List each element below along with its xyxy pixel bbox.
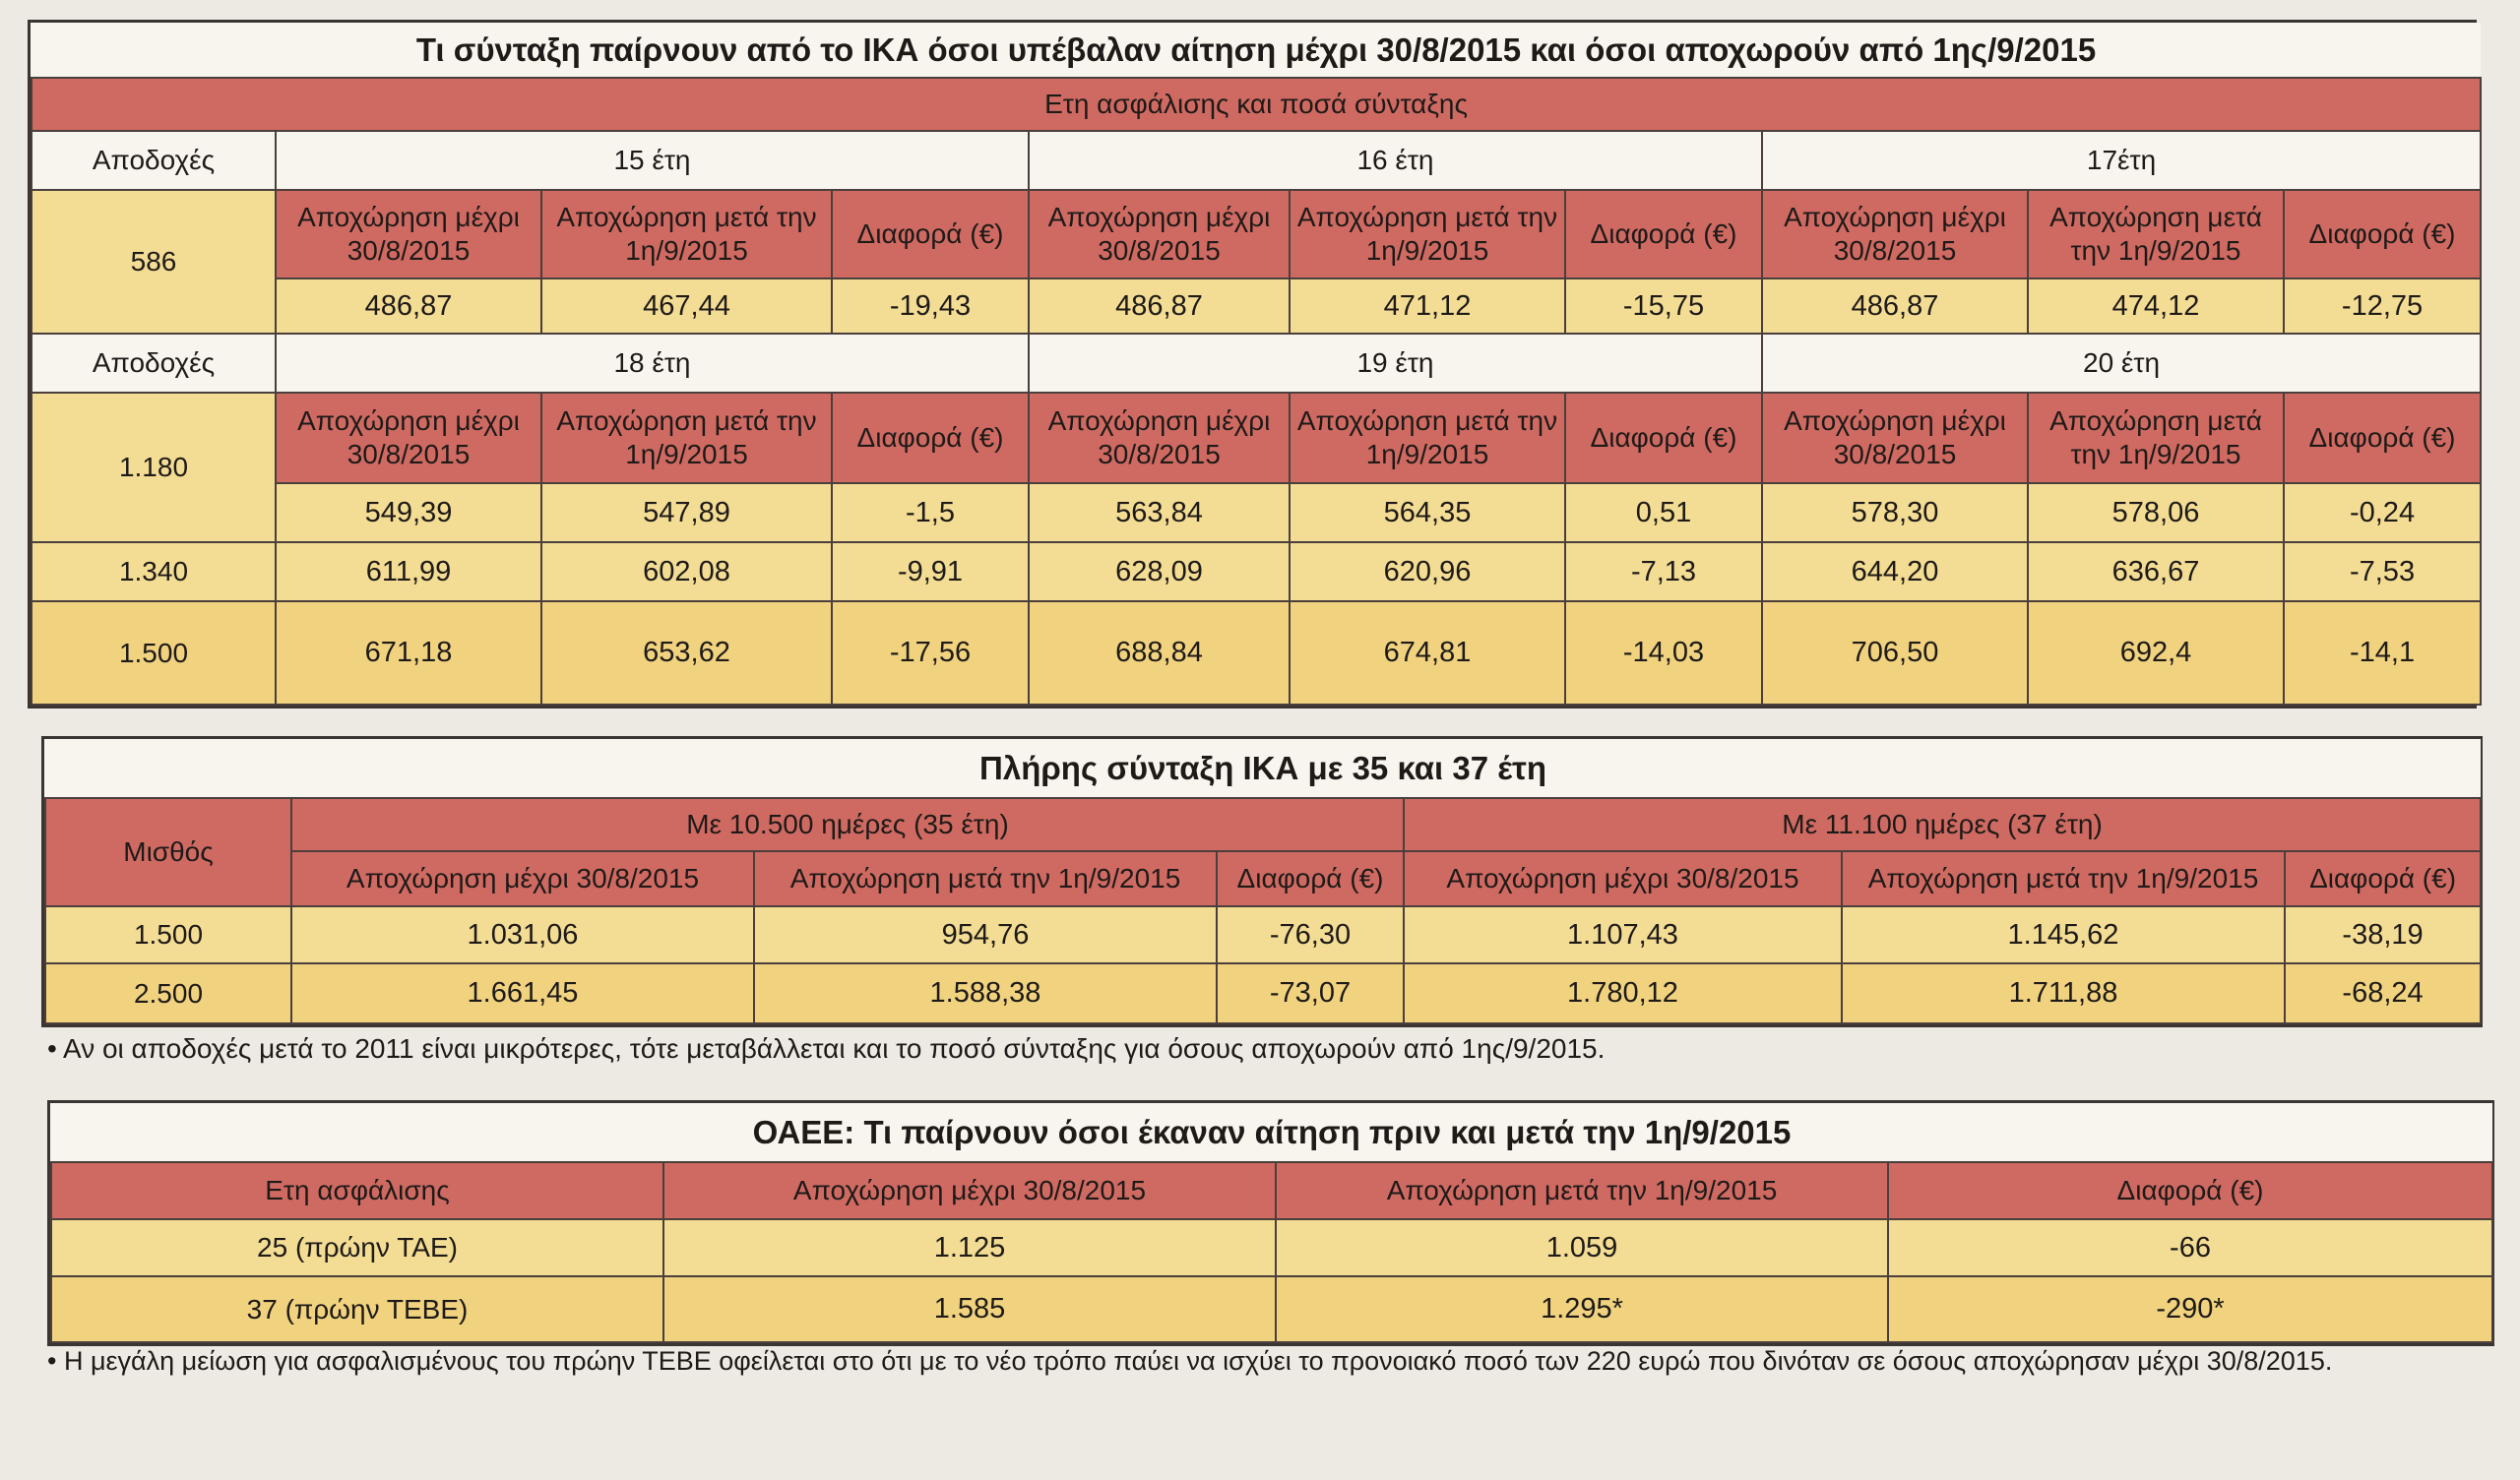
table-cell: 1.661,45 (291, 963, 754, 1023)
table-cell: -12,75 (2284, 278, 2481, 334)
table-cell: 636,67 (2028, 542, 2284, 601)
table-cell: -9,91 (832, 542, 1029, 601)
col-before: Αποχώρηση μέχρι 30/8/2015 (276, 190, 541, 278)
table-cell: -14,03 (1565, 601, 1762, 705)
col-diff: Διαφορά (€) (2285, 851, 2481, 906)
col-after: Αποχώρηση μετά την 1η/9/2015 (2028, 190, 2284, 278)
table-cell: 674,81 (1290, 601, 1565, 705)
table-cell: 954,76 (754, 906, 1217, 963)
table-cell: 1.107,43 (1404, 906, 1842, 963)
ika-pension-table (28, 20, 2477, 709)
table-cell: -68,24 (2285, 963, 2481, 1023)
table-cell: 706,50 (1762, 601, 2028, 705)
table-cell: 564,35 (1290, 483, 1565, 542)
table-cell: -38,19 (2285, 906, 2481, 963)
col-before: Αποχώρηση μέχρι 30/8/2015 (663, 1162, 1276, 1219)
table-cell: 474,12 (2028, 278, 2284, 334)
table-cell: 692,4 (2028, 601, 2284, 705)
table-cell: 1.031,06 (291, 906, 754, 963)
table1-subtitle: Ετη ασφάλισης και ποσά σύνταξης (32, 78, 2481, 131)
col-after: Αποχώρηση μετά την 1η/9/2015 (1842, 851, 2285, 906)
col-after: Αποχώρηση μετά την 1η/9/2015 (1290, 393, 1565, 483)
col-diff: Διαφορά (€) (1565, 190, 1762, 278)
table3-title: ΟΑΕΕ: Τι παίρνουν όσοι έκαναν αίτηση πριν και μετά την 1η/9/2015 (51, 1103, 2492, 1162)
col-diff: Διαφορά (€) (1565, 393, 1762, 483)
full-pension-table (41, 736, 2483, 1027)
table-cell: 1.588,38 (754, 963, 1217, 1023)
oaee-table (47, 1100, 2494, 1346)
years-header-15: 15 έτη (276, 131, 1029, 190)
table-cell: 563,84 (1029, 483, 1290, 542)
table-cell: -1,5 (832, 483, 1029, 542)
table-cell: -7,13 (1565, 542, 1762, 601)
table-cell: -290* (1888, 1276, 2492, 1342)
table-cell: 1.125 (663, 1219, 1276, 1276)
salary-header: Μισθός (45, 798, 291, 906)
table-cell: 0,51 (1565, 483, 1762, 542)
table-cell: 653,62 (541, 601, 832, 705)
col-after: Αποχώρηση μετά την 1η/9/2015 (1290, 190, 1565, 278)
years-header-18: 18 έτη (276, 334, 1029, 393)
table-cell: 467,44 (541, 278, 832, 334)
col-before: Αποχώρηση μέχρι 30/8/2015 (1029, 393, 1290, 483)
table-cell: 1.711,88 (1842, 963, 2285, 1023)
table-cell: 578,30 (1762, 483, 2028, 542)
income-header: Αποδοχές (32, 131, 276, 190)
table-cell: 688,84 (1029, 601, 1290, 705)
table-cell: 1.145,62 (1842, 906, 2285, 963)
table-cell: 1.295* (1276, 1276, 1888, 1342)
col-before: Αποχώρηση μέχρι 30/8/2015 (1762, 190, 2028, 278)
table-cell: 644,20 (1762, 542, 2028, 601)
table-cell: 578,06 (2028, 483, 2284, 542)
table-cell: 1.585 (663, 1276, 1276, 1342)
table-cell: 549,39 (276, 483, 541, 542)
table-cell: -15,75 (1565, 278, 1762, 334)
col-years: Ετη ασφάλισης (51, 1162, 663, 1219)
col-after: Αποχώρηση μετά την 1η/9/2015 (2028, 393, 2284, 483)
table-cell: -0,24 (2284, 483, 2481, 542)
table-cell: 486,87 (1762, 278, 2028, 334)
col-before: Αποχώρηση μέχρι 30/8/2015 (276, 393, 541, 483)
group-37-years: Με 11.100 ημέρες (37 έτη) (1404, 798, 2481, 851)
table-cell: 671,18 (276, 601, 541, 705)
income-value: 586 (32, 190, 276, 334)
col-before: Αποχώρηση μέχρι 30/8/2015 (1762, 393, 2028, 483)
col-diff: Διαφορά (€) (2284, 190, 2481, 278)
table-cell: -14,1 (2284, 601, 2481, 705)
col-before: Αποχώρηση μέχρι 30/8/2015 (1029, 190, 1290, 278)
table-cell: 628,09 (1029, 542, 1290, 601)
table-cell: -66 (1888, 1219, 2492, 1276)
table-cell: -73,07 (1217, 963, 1404, 1023)
years-header-16: 16 έτη (1029, 131, 1762, 190)
col-diff: Διαφορά (€) (832, 190, 1029, 278)
table-cell: 611,99 (276, 542, 541, 601)
years-header-17: 17έτη (1762, 131, 2481, 190)
table-cell: 620,96 (1290, 542, 1565, 601)
income-value: 1.500 (32, 601, 276, 705)
income-header: Αποδοχές (32, 334, 276, 393)
col-before: Αποχώρηση μέχρι 30/8/2015 (1404, 851, 1842, 906)
group-35-years: Με 10.500 ημέρες (35 έτη) (291, 798, 1404, 851)
table1-title: Τι σύνταξη παίρνουν από το ΙΚΑ όσοι υπέβαλαν αίτηση μέχρι 30/8/2015 και όσοι αποχωρούν από 1ης/9/2015 (32, 23, 2481, 78)
salary-value: 2.500 (45, 963, 291, 1023)
col-diff: Διαφορά (€) (832, 393, 1029, 483)
col-after: Αποχώρηση μετά την 1η/9/2015 (1276, 1162, 1888, 1219)
table-cell: -19,43 (832, 278, 1029, 334)
col-diff: Διαφορά (€) (2284, 393, 2481, 483)
income-value: 1.180 (32, 393, 276, 542)
salary-value: 1.500 (45, 906, 291, 963)
table-cell: 25 (πρώην ΤΑΕ) (51, 1219, 663, 1276)
table-cell: 1.780,12 (1404, 963, 1842, 1023)
table-cell: 486,87 (276, 278, 541, 334)
footnote-tebe: • Η μεγάλη μείωση για ασφαλισμένους του πρώην ΤΕΒΕ οφείλεται στο ότι με το νέο τρόπο παύει να ισχύει το προνοιακό ποσό των 220 ευρώ που δινόταν σε όσους αποχώρησαν μέχρι 30/8/2015. (47, 1346, 2333, 1376)
table-cell: 37 (πρώην ΤΕΒΕ) (51, 1276, 663, 1342)
col-after: Αποχώρηση μετά την 1η/9/2015 (754, 851, 1217, 906)
col-after: Αποχώρηση μετά την 1η/9/2015 (541, 393, 832, 483)
table-cell: 471,12 (1290, 278, 1565, 334)
table-cell: 486,87 (1029, 278, 1290, 334)
col-diff: Διαφορά (€) (1217, 851, 1404, 906)
income-value: 1.340 (32, 542, 276, 601)
col-after: Αποχώρηση μετά την 1η/9/2015 (541, 190, 832, 278)
table-cell: -76,30 (1217, 906, 1404, 963)
table-cell: 547,89 (541, 483, 832, 542)
years-header-19: 19 έτη (1029, 334, 1762, 393)
years-header-20: 20 έτη (1762, 334, 2481, 393)
table-cell: -17,56 (832, 601, 1029, 705)
table2-title: Πλήρης σύνταξη ΙΚΑ με 35 και 37 έτη (45, 739, 2481, 798)
table-cell: 602,08 (541, 542, 832, 601)
footnote-income: • Αν οι αποδοχές μετά το 2011 είναι μικρότερες, τότε μεταβάλλεται και το ποσό σύνταξης για όσους αποχωρούν από 1ης/9/2015. (47, 1033, 1606, 1064)
col-diff: Διαφορά (€) (1888, 1162, 2492, 1219)
table-cell: -7,53 (2284, 542, 2481, 601)
col-before: Αποχώρηση μέχρι 30/8/2015 (291, 851, 754, 906)
table-cell: 1.059 (1276, 1219, 1888, 1276)
